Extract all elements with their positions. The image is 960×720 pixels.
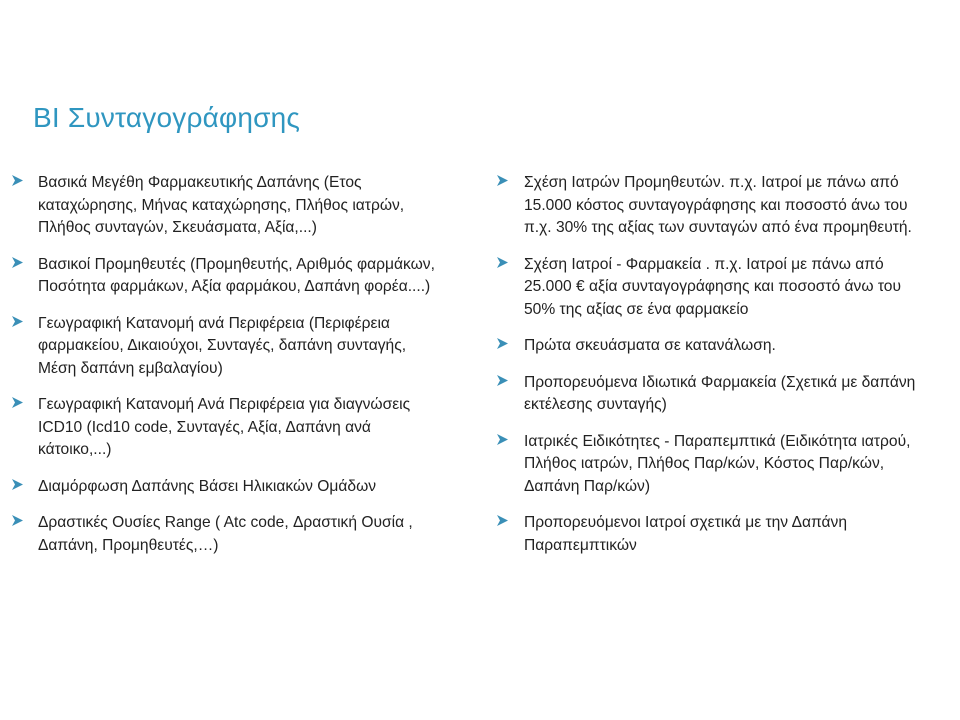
right-bullet-list	[497, 172, 927, 571]
list-item-text: Βασικά Μεγέθη Φαρμακευτικής Δαπάνης (Ετος καταχώρησης, Μήνας καταχώρησης, Πλήθος ιατρών, Πλήθος συνταγών, Σκευάσματα, Αξία,...)	[38, 174, 405, 236]
list-item-text: Προπορευόμενοι Ιατροί σχετικά με την Δαπάνη Παραπεμπτικών	[524, 514, 848, 554]
list-item-text: Πρώτα σκευάσματα σε κατανάλωση.	[524, 337, 776, 354]
arrow-bullet-icon	[497, 434, 508, 445]
list-item-text: Προπορευόμενα Ιδιωτικά Φαρμακεία (Σχετικά με δαπάνη εκτέλεσης συνταγής)	[524, 373, 916, 413]
arrow-bullet-icon	[497, 375, 508, 386]
list-item-text: Γεωγραφική Κατανομή Ανά Περιφέρεια για διαγνώσεις ICD10 (Icd10 code, Συνταγές, Αξία, Δαπάνη ανά κάτοικο,...)	[38, 396, 411, 458]
list-item	[497, 372, 927, 417]
arrow-bullet-icon	[497, 515, 508, 526]
list-item-text: Σχέση Ιατροί - Φαρμακεία . π.χ. Ιατροί με πάνω από 25.000 € αξία συνταγογράφησης και ποσοστό άνω του 50% της αξίας σε ένα φαρμακείο	[524, 255, 901, 318]
arrow-bullet-icon	[12, 515, 23, 526]
list-item-text: Ιατρικές Ειδικότητες - Παραπεμπτικά (Ειδικότητα ιατρού, Πλήθος ιατρών, Πλήθος Παρ/κών, Κόστος Παρ/κών, Δαπάνη Παρ/κών)	[524, 432, 911, 495]
list-item	[12, 512, 442, 557]
arrow-bullet-icon	[12, 257, 23, 268]
list-item	[12, 394, 442, 462]
list-item-text: Γεωγραφική Κατανομή ανά Περιφέρεια (Περιφέρεια φαρμακείου, Δικαιούχοι, Συνταγές, δαπάνη συνταγής, Μέση δαπάνη εμβαλαγίου)	[38, 314, 407, 377]
list-item-text: Διαμόρφωση Δαπάνης Βάσει Ηλικιακών Ομάδων	[38, 477, 377, 495]
list-item	[497, 335, 927, 358]
arrow-bullet-icon	[12, 479, 23, 490]
slide-title: BI Συνταγογράφησης	[33, 102, 301, 133]
list-item	[497, 512, 927, 557]
list-item	[497, 172, 927, 240]
arrow-bullet-icon	[497, 175, 508, 186]
left-bullet-list	[12, 172, 442, 571]
list-item-text: Σχέση Ιατρών Προμηθευτών. π.χ. Ιατροί με πάνω από 15.000 κόστος συνταγογράφησης και ποσοστό άνω του π.χ. 30% της αξίας των συνταγών από ένα προμηθευτή.	[524, 174, 912, 236]
list-item	[497, 254, 927, 322]
arrow-bullet-icon	[12, 316, 23, 327]
arrow-bullet-icon	[12, 397, 23, 408]
list-item	[497, 431, 927, 499]
arrow-bullet-icon	[497, 338, 508, 349]
list-item-text: Βασικοί Προμηθευτές (Προμηθευτής, Αριθμός φαρμάκων, Ποσότητα φαρμάκων, Αξία φαρμάκου, Δαπάνη φορέα....)	[38, 255, 435, 295]
list-item	[12, 313, 442, 381]
arrow-bullet-icon	[497, 257, 508, 268]
list-item	[12, 172, 442, 240]
list-item	[12, 254, 442, 299]
arrow-bullet-icon	[12, 175, 23, 186]
list-item-text: Δραστικές Ουσίες Range ( Atc code, Δραστική Ουσία , Δαπάνη, Προμηθευτές,…)	[38, 514, 413, 554]
list-item	[12, 476, 442, 499]
